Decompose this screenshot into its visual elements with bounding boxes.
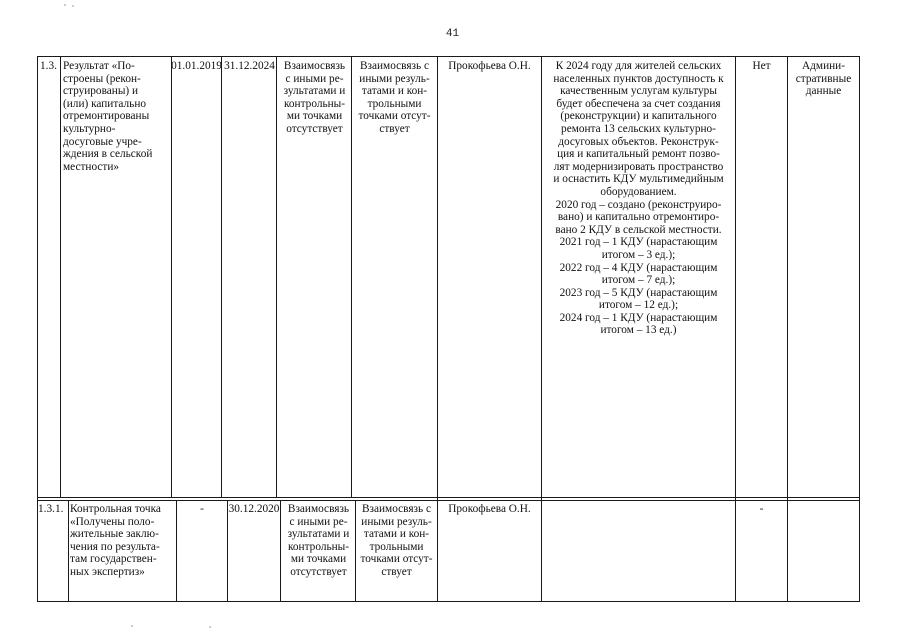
scan-speck [64, 4, 66, 6]
row-divider [37, 497, 860, 498]
column-divider-start [221, 56, 222, 498]
successor-links: Взаимосвязь с иными резуль- татами и кон- трольными точками отсут- ствует [358, 60, 431, 135]
start-date: 01.01.2019 [171, 60, 222, 72]
flag-value: - [759, 503, 764, 515]
column-divider-name [171, 56, 172, 498]
responsible-person: Прокофьева О.Н. [448, 503, 531, 515]
predecessor-links: Взаимосвязь с иными ре- зультатами и контрольны- ми точками отсутствует [287, 503, 350, 578]
column-divider-flag [787, 56, 788, 602]
successor-links: Взаимосвязь с иными резуль- татами и кон- трольными точками отсут- ствует [360, 503, 433, 578]
end-date: 30.12.2020 [228, 503, 280, 515]
table-left-border [37, 56, 38, 602]
row-divider-second [37, 500, 860, 501]
control-point-name: Контрольная точка «Получены поло- жительные заклю- чения по результа- там государствен- ных экспертиз» [70, 503, 161, 578]
column-divider-next [437, 56, 438, 602]
control-points-table [37, 56, 860, 602]
start-date: - [200, 503, 204, 515]
end-date: 31.12.2024 [224, 60, 275, 72]
table-right-border [859, 56, 860, 602]
page-number: 41 [445, 28, 460, 40]
data-source: Админи- стративные данные [795, 60, 852, 98]
row-number: 1.3. [40, 60, 57, 72]
result-name: Результат «По- строены (рекон- струированы) и (или) капитально отремонтированы культурно- досуговые учре- ждения в сельской местности» [63, 60, 153, 173]
flag-value: Нет [752, 60, 771, 72]
column-divider-desc [735, 56, 736, 602]
scan-speck [209, 626, 211, 628]
scan-speck [72, 5, 74, 7]
scan-speck [131, 625, 133, 627]
predecessor-links: Взаимосвязь с иными ре- зультатами и контрольны- ми точками отсутствует [283, 60, 346, 135]
row-number: 1.3.1. [38, 503, 64, 515]
column-divider-num [60, 56, 61, 498]
table-top-border [37, 56, 860, 57]
table-bottom-border [37, 601, 860, 602]
responsible-person: Прокофьева О.Н. [448, 60, 531, 72]
result-description: К 2024 году для жителей сельских населенных пунктов доступность к качественным услугам культуры будет обеспечена за счет создания (реконструкции) и капитального ремонта 13 сельских культурно- досуговых объектов. Реконструк- ция и капитальный ремонт позво- лят модернизировать пространство и оснастить КДУ мультимедийным оборудованием. 2020 год – создано (реконструиро- вано) и капитально отремонтиро- вано 2 КДУ в сельской местности. 2021 год – 1 КДУ (нарастающим итогом – 3 ед.); 2022 год – 4 КДУ (нарастающим итогом – 7 ед.); 2023 год – 5 КДУ (нарастающим итогом – 12 ед.); 2024 год – 1 КДУ (нарастающим итогом – 13 ед.) [553, 60, 724, 337]
